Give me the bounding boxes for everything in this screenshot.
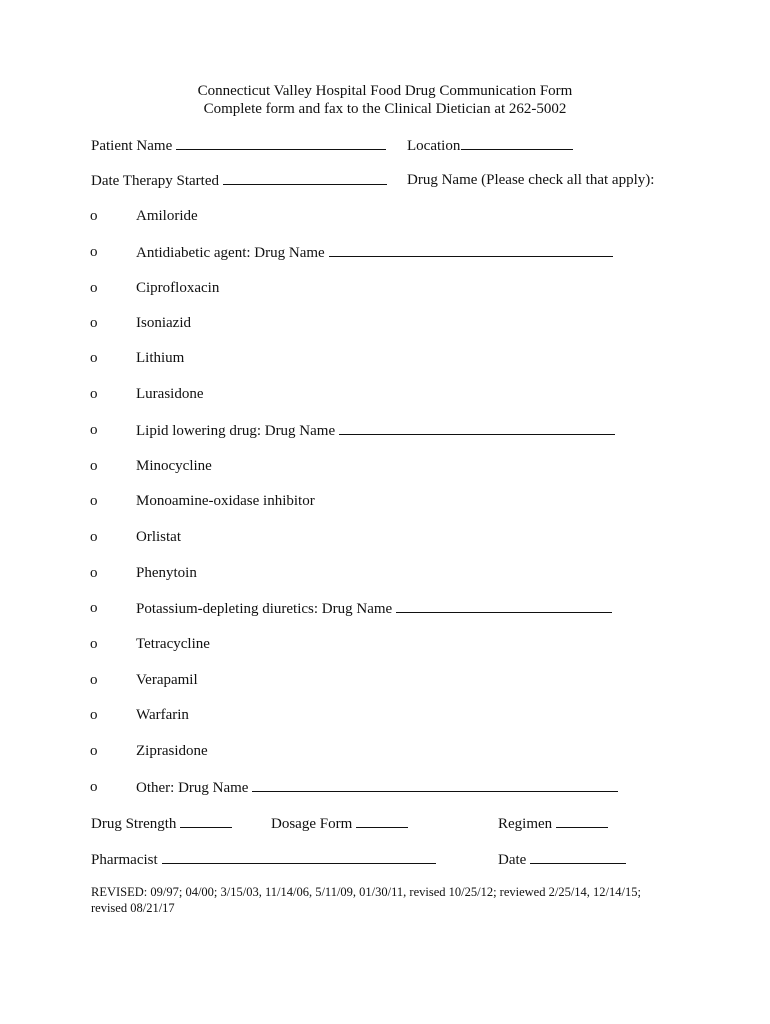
drug-name-instruction: Drug Name (Please check all that apply): bbox=[407, 172, 655, 188]
checkbox-icon[interactable]: o bbox=[90, 743, 98, 759]
patient-row bbox=[0, 135, 770, 155]
antidiabetic-drug-input[interactable] bbox=[329, 242, 613, 257]
drug-label: Lipid lowering drug: Drug Name bbox=[136, 423, 336, 439]
patient-name-field bbox=[91, 135, 386, 156]
drug-item bbox=[0, 491, 770, 511]
drug-label: Isoniazid bbox=[136, 315, 191, 331]
date-therapy-field bbox=[91, 170, 387, 191]
checkbox-icon[interactable]: o bbox=[90, 672, 98, 688]
checkbox-icon[interactable]: o bbox=[90, 636, 98, 652]
drug-item bbox=[0, 456, 770, 476]
regimen-input[interactable] bbox=[556, 813, 608, 828]
drug-item bbox=[0, 420, 770, 440]
drug-label: Monoamine-oxidase inhibitor bbox=[136, 493, 315, 509]
regimen-label: Regimen bbox=[498, 816, 553, 832]
drug-item bbox=[0, 384, 770, 404]
drug-label-with-field bbox=[136, 598, 612, 619]
checkbox-icon[interactable]: o bbox=[90, 493, 98, 509]
drug-label: Lurasidone bbox=[136, 386, 204, 402]
drug-label: Verapamil bbox=[136, 672, 198, 688]
drug-label: Tetracycline bbox=[136, 636, 210, 652]
dosage-form-label: Dosage Form bbox=[271, 816, 353, 832]
drug-label: Orlistat bbox=[136, 529, 181, 545]
regimen-field bbox=[498, 813, 608, 834]
drug-item bbox=[0, 705, 770, 725]
location-label: Location bbox=[407, 138, 461, 154]
drug-label: Minocycline bbox=[136, 458, 212, 474]
checkbox-icon[interactable]: o bbox=[90, 280, 98, 296]
date-input[interactable] bbox=[530, 849, 626, 864]
checkbox-icon[interactable]: o bbox=[90, 529, 98, 545]
patient-name-input[interactable] bbox=[176, 135, 386, 150]
other-drug-input[interactable] bbox=[252, 777, 618, 792]
dosing-row bbox=[0, 813, 770, 833]
revision-note-line2: revised 08/21/17 bbox=[91, 901, 175, 915]
form-title: Connecticut Valley Hospital Food Drug Communication Form bbox=[197, 83, 573, 99]
drug-label: Warfarin bbox=[136, 707, 189, 723]
form-subtitle: Complete form and fax to the Clinical Dietician at 262-5002 bbox=[203, 101, 567, 117]
patient-name-label: Patient Name bbox=[91, 138, 173, 154]
date-therapy-input[interactable] bbox=[223, 170, 387, 185]
drug-label: Ciprofloxacin bbox=[136, 280, 220, 296]
pharmacist-label: Pharmacist bbox=[91, 852, 158, 868]
drug-label: Amiloride bbox=[136, 208, 198, 224]
drug-item bbox=[0, 348, 770, 368]
drug-item bbox=[0, 777, 770, 797]
checkbox-icon[interactable]: o bbox=[90, 458, 98, 474]
drug-item bbox=[0, 278, 770, 298]
drug-strength-label: Drug Strength bbox=[91, 816, 177, 832]
drug-strength-input[interactable] bbox=[180, 813, 232, 828]
location-field bbox=[407, 135, 573, 156]
drug-item bbox=[0, 527, 770, 547]
drug-label-with-field bbox=[136, 242, 613, 263]
drug-item bbox=[0, 634, 770, 654]
revision-note-line1: REVISED: 09/97; 04/00; 3/15/03, 11/14/06, 5/11/09, 01/30/11, revised 10/25/12; reviewed 2/25/14, 12/14/15; bbox=[91, 885, 641, 899]
drug-label: Ziprasidone bbox=[136, 743, 208, 759]
drug-item bbox=[0, 206, 770, 226]
drug-label: Potassium-depleting diuretics: Drug Name bbox=[136, 601, 393, 617]
checkbox-icon[interactable]: o bbox=[90, 565, 98, 581]
checkbox-icon[interactable]: o bbox=[90, 350, 98, 366]
date-label: Date bbox=[498, 852, 527, 868]
drug-item bbox=[0, 242, 770, 262]
checkbox-icon[interactable]: o bbox=[90, 422, 98, 438]
therapy-row bbox=[0, 170, 770, 190]
date-field bbox=[498, 849, 626, 870]
drug-strength-field bbox=[91, 813, 232, 834]
pharmacist-field bbox=[91, 849, 436, 870]
drug-label: Antidiabetic agent: Drug Name bbox=[136, 245, 325, 261]
checkbox-icon[interactable]: o bbox=[90, 244, 98, 260]
drug-item bbox=[0, 313, 770, 333]
drug-item bbox=[0, 598, 770, 618]
date-therapy-label: Date Therapy Started bbox=[91, 173, 220, 189]
drug-label: Lithium bbox=[136, 350, 185, 366]
lipid-drug-input[interactable] bbox=[339, 420, 615, 435]
signature-row bbox=[0, 849, 770, 869]
drug-label: Other: Drug Name bbox=[136, 780, 249, 796]
location-input[interactable] bbox=[461, 135, 573, 150]
drug-item bbox=[0, 563, 770, 583]
drug-label-with-field bbox=[136, 420, 615, 441]
drug-item bbox=[0, 741, 770, 761]
drug-item bbox=[0, 670, 770, 690]
checkbox-icon[interactable]: o bbox=[90, 386, 98, 402]
drug-label: Phenytoin bbox=[136, 565, 197, 581]
dosage-form-field bbox=[271, 813, 408, 834]
checkbox-icon[interactable]: o bbox=[90, 600, 98, 616]
dosage-form-input[interactable] bbox=[356, 813, 408, 828]
checkbox-icon[interactable]: o bbox=[90, 779, 98, 795]
drug-label-with-field bbox=[136, 777, 618, 798]
diuretic-drug-input[interactable] bbox=[396, 598, 612, 613]
checkbox-icon[interactable]: o bbox=[90, 315, 98, 331]
checkbox-icon[interactable]: o bbox=[90, 208, 98, 224]
checkbox-icon[interactable]: o bbox=[90, 707, 98, 723]
pharmacist-input[interactable] bbox=[162, 849, 436, 864]
